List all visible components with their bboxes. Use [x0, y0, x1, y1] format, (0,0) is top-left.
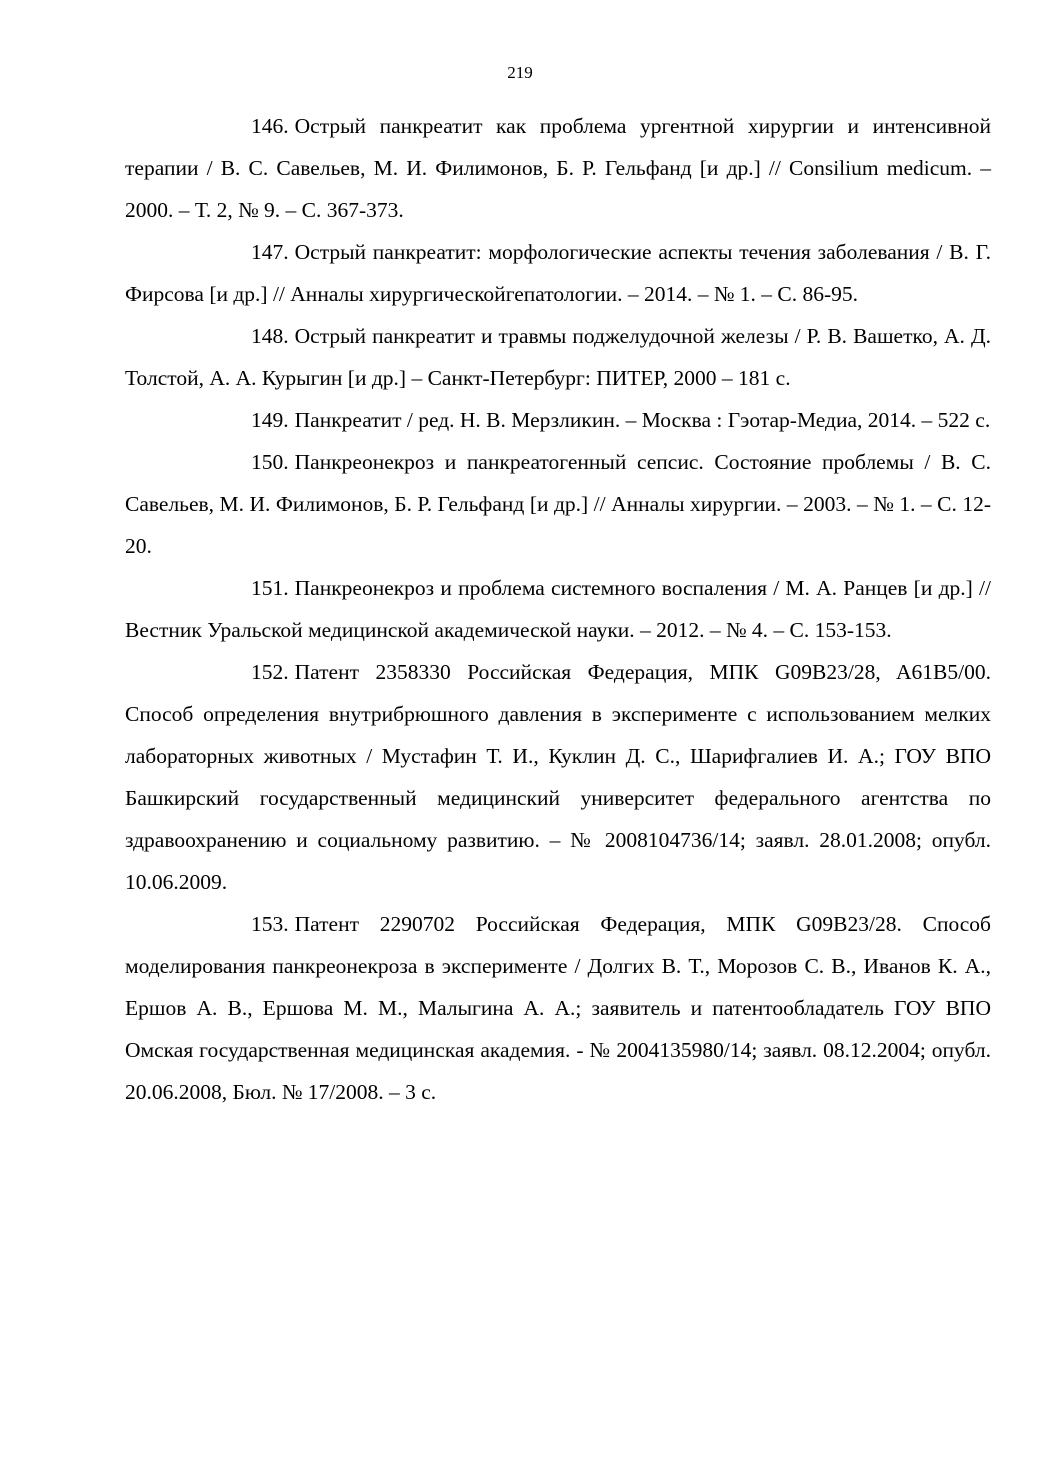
reference-text: Панкреонекроз и панкреатогенный сепсис. Состояние проблемы / В. С. Савельев, М. И. Филимонов, Б. Р. Гельфанд [и др.] // Анналы хирургии. – 2003. – № 1. – С. 12-20.	[125, 450, 991, 558]
reference-number: 151.	[251, 576, 289, 600]
reference-item-149	[125, 399, 991, 441]
reference-number: 148.	[251, 324, 289, 348]
reference-item-148	[125, 315, 991, 399]
reference-item-150	[125, 441, 991, 567]
reference-list	[125, 105, 991, 1113]
reference-number: 153.	[251, 912, 289, 936]
reference-text: Панкреатит / ред. Н. В. Мерзликин. – Москва : Гэотар-Медиа, 2014. – 522 с.	[294, 408, 991, 432]
reference-text: Острый панкреатит и травмы поджелудочной железы / Р. В. Вашетко, А. Д. Толстой, А. А. Курыгин [и др.] – Санкт-Петербург: ПИТЕР, 2000 – 181 с.	[125, 324, 991, 390]
reference-number: 149.	[251, 408, 289, 432]
reference-item-146	[125, 105, 991, 231]
reference-text: Патент 2290702 Российская Федерация, МПК G09B23/28. Способ моделирования панкреонекроза в эксперименте / Долгих В. Т., Морозов С. В., Иванов К. А., Ершов А. В., Ершова М. М., Малыгина А. А.; заявитель и патентообладатель ГОУ ВПО Омская государственная медицинская академия. - № 2004135980/14; заявл. 08.12.2004; опубл. 20.06.2008, Бюл. № 17/2008. – 3 с.	[125, 912, 991, 1104]
reference-text: Острый панкреатит как проблема ургентной хирургии и интенсивной терапии / В. С. Савельев, М. И. Филимонов, Б. Р. Гельфанд [и др.] // Consilium medicum. – 2000. – Т. 2, № 9. – С. 367-373.	[125, 114, 991, 222]
reference-number: 147.	[251, 240, 289, 264]
reference-text: Острый панкреатит: морфологические аспекты течения заболевания / В. Г. Фирсова [и др.] // Анналы хирургическойгепатологии. – 2014. – № 1. – С. 86-95.	[125, 240, 991, 306]
reference-number: 146.	[251, 114, 289, 138]
reference-item-147	[125, 231, 991, 315]
reference-item-152	[125, 651, 991, 903]
reference-item-153	[125, 903, 991, 1113]
reference-number: 150.	[251, 450, 289, 474]
reference-text: Панкреонекроз и проблема системного воспаления / М. А. Ранцев [и др.] // Вестник Уральской медицинской академической науки. – 2012. – № 4. – С. 153-153.	[125, 576, 991, 642]
reference-number: 152.	[251, 660, 289, 684]
reference-text: Патент 2358330 Российская Федерация, МПК G09B23/28, A61B5/00. Способ определения внутрибрюшного давления в эксперименте с использованием мелких лабораторных животных / Мустафин Т. И., Куклин Д. С., Шарифгалиев И. А.; ГОУ ВПО Башкирский государственный медицинский университет федерального агентства по здравоохранению и социальному развитию. – № 2008104736/14; заявл. 28.01.2008; опубл. 10.06.2009.	[125, 660, 991, 894]
reference-item-151	[125, 567, 991, 651]
page-number: 219	[507, 63, 533, 82]
